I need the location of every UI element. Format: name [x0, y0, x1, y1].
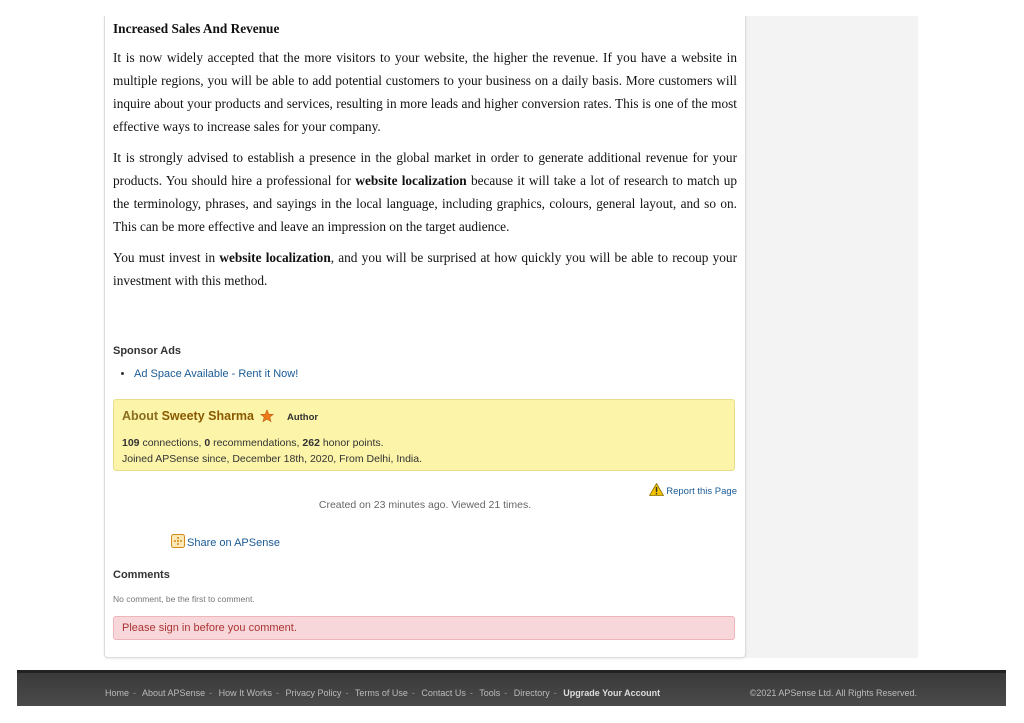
sponsor-ads-list [113, 368, 298, 380]
author-role-badge: Author [286, 412, 319, 423]
author-joined: Joined APSense since, December 18th, 2020, From Delhi, India. [122, 452, 422, 465]
created-info: Created on 23 minutes ago. Viewed 21 times. [318, 499, 532, 511]
author-name-link[interactable]: Sweety Sharma [161, 409, 255, 423]
content-card [104, 16, 746, 658]
article-body [113, 20, 737, 300]
article-heading: Increased Sales And Revenue [113, 21, 280, 36]
ad-space-link[interactable]: Ad Space Available - Rent it Now! [134, 368, 299, 380]
author-box [113, 399, 735, 471]
no-comment-text: No comment, be the first to comment. [113, 594, 255, 604]
footer-link-upgrade[interactable]: Upgrade Your Account [563, 688, 661, 698]
author-stats: 109 connections, 0 recommendations, 262 honor points. Joined APSense since, December 18th, 2020, From Delhi, India. [122, 436, 726, 467]
sponsor-ads-title: Sponsor Ads [113, 345, 182, 357]
keyword-bold: website localization [355, 173, 467, 188]
share-on-apsense-link[interactable]: Share on APSense [171, 534, 280, 551]
footer-link-about[interactable]: About APSense [142, 688, 206, 698]
right-sidebar [745, 16, 918, 658]
footer-link-home[interactable]: Home [105, 688, 130, 698]
article-paragraph-1: It is now widely accepted that the more visitors to your website, the higher the revenue. If you have a website in multiple regions, you will be able to add potential customers to your business on a daily basis. More customers will inquire about your products and services, resulting in more leads and higher conversion rates. This is one of the most effective ways to increase sales for your company. [113, 50, 737, 134]
footer-links: Home - About APSense - How It Works - Privacy Policy - Terms of Use - Contact Us - Tools - Directory - Upgrade Your Account [105, 688, 661, 698]
footer-link-privacy[interactable]: Privacy Policy [285, 688, 342, 698]
article-paragraph-2: It is strongly advised to establish a presence in the global market in order to generate additional revenue for your products. You should hire a professional for website localization because it will take a lot of research to match up the terminology, phrases, and sayings in the local language, including graphics, colours, general layout, and so on. This can be more effective and leave an impression on the target audience. [113, 150, 738, 234]
warning-icon [649, 483, 664, 499]
footer-link-terms[interactable]: Terms of Use [354, 688, 408, 698]
comments-title: Comments [113, 569, 170, 581]
footer-link-how-it-works[interactable]: How It Works [218, 688, 272, 698]
signin-notice[interactable]: Please sign in before you comment. [113, 616, 735, 640]
list-item [134, 368, 298, 380]
article-paragraph-3: You must invest in website localization, and you will be surprised at how quickly you will be able to recoup your investment with this method. [113, 250, 737, 288]
report-page-link[interactable]: Report this Page [649, 483, 737, 499]
footer [17, 670, 1006, 706]
copyright: ©2021 APSense Ltd. All Rights Reserved. [749, 688, 917, 698]
keyword-bold: website localization [219, 250, 331, 265]
author-heading: About Sweety Sharma Author [122, 408, 726, 427]
star-icon [260, 409, 274, 427]
footer-link-tools[interactable]: Tools [479, 688, 501, 698]
share-icon [171, 534, 185, 551]
footer-link-directory[interactable]: Directory [513, 688, 550, 698]
footer-link-contact[interactable]: Contact Us [421, 688, 466, 698]
